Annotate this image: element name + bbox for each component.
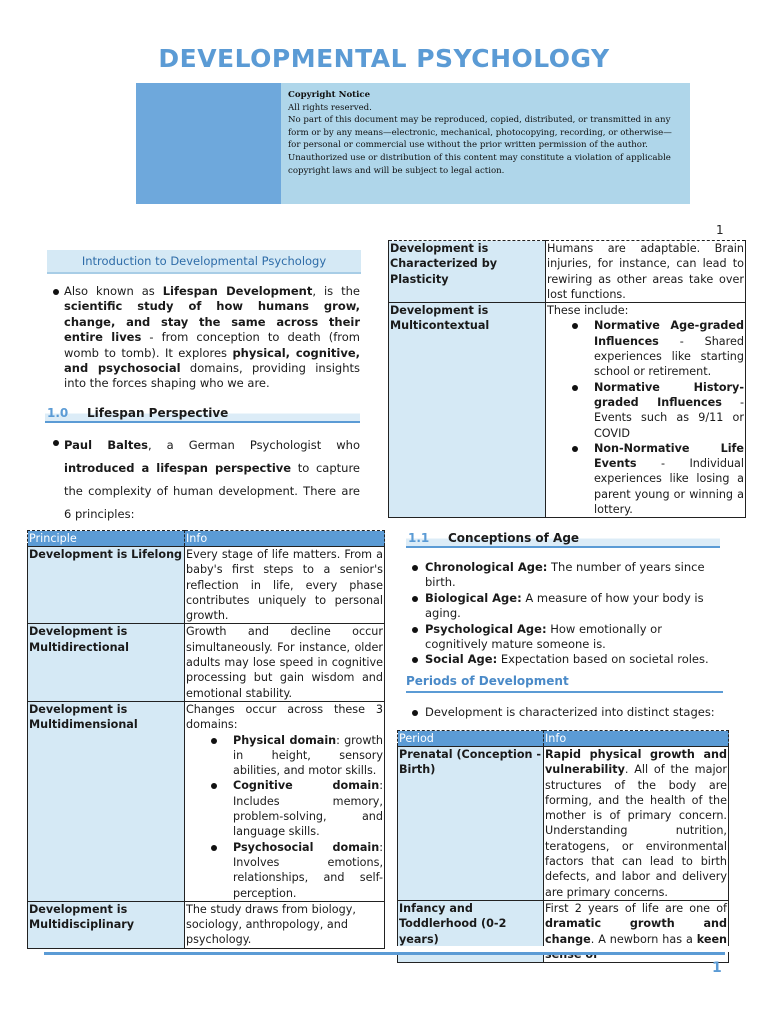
info-cell xyxy=(544,747,729,901)
lifespan-text: to capture the complexity of human development. There are 6 principles: xyxy=(64,461,360,521)
intro-heading: Introduction to Developmental Psychology xyxy=(47,250,361,274)
info-cell: Humans are adaptable. Brain injuries, for instance, can lead to rewiring as other areas take over lost functions. xyxy=(547,242,744,301)
copyright-accent-block xyxy=(136,83,281,204)
period-cell: Infancy and Toddlerhood (0-2 years) xyxy=(398,900,544,962)
info-cell: The study draws from biology, sociology, anthropology, and psychology. xyxy=(185,901,385,948)
principle-cell: Development is Lifelong xyxy=(28,547,185,624)
influence-term: Non-Normative Life Events xyxy=(594,441,744,471)
influence-list xyxy=(547,318,744,517)
domain-list xyxy=(186,733,383,901)
lifespan-term: introduced a lifespan perspective xyxy=(64,461,292,475)
age-desc: How emotionally or cognitively mature someone is. xyxy=(425,621,662,652)
column-header: Period xyxy=(398,731,544,747)
page-number-bottom: 1 xyxy=(712,960,722,976)
intro-definition: scientific study of how humans grow, change, and stay the same across their entire lives xyxy=(64,299,360,345)
period-cell: Prenatal (Conception - Birth) xyxy=(398,747,544,901)
influence-desc: - Events such as 9/11 or COVID xyxy=(594,395,745,440)
column-header: Principle xyxy=(28,531,185,547)
domain-desc: : Involves emotions, relationships, and self-perception. xyxy=(233,840,383,900)
table-header-row xyxy=(398,731,729,747)
column-header: Info xyxy=(544,731,729,747)
section-title: Conceptions of Age xyxy=(448,531,580,545)
info-cell: Growth and decline occur simultaneously. For instance, older adults may lose speed in cognitive processing but gain wisdom and emotional stability. xyxy=(186,625,383,700)
domain-desc: : Includes memory, problem-solving, and language skills. xyxy=(233,779,383,839)
intro-domains: physical, cognitive, and psychosocial xyxy=(64,345,360,376)
info-cell xyxy=(546,303,746,518)
list-item xyxy=(410,652,722,667)
bullet-icon xyxy=(53,289,59,295)
section-number: 1.0 xyxy=(47,406,69,420)
table-row xyxy=(28,701,385,901)
table-row xyxy=(389,241,746,303)
intro-text: , is the xyxy=(312,284,360,298)
intro-paragraph xyxy=(64,284,360,392)
lifespan-text: , a German Psychologist who xyxy=(148,438,360,452)
intro-term: Lifespan Development xyxy=(162,284,313,298)
column-header: Info xyxy=(185,531,385,547)
age-term: Biological Age: xyxy=(425,590,522,605)
section-number: 1.1 xyxy=(408,531,430,545)
page-number-top: 1 xyxy=(716,223,724,237)
influence-desc: - Shared experiences like starting school or retirement. xyxy=(594,334,744,379)
age-desc: The number of years since birth. xyxy=(425,560,705,590)
copyright-body: No part of this document may be reproduced, copied, distributed, or transmitted in any form or by any means—electronic, mechanical, photocopying, recording, or otherwise—for personal or commercial use without the prior written permission of the author. Unauthorized use or distribution of this content may constitute a violation of applicable copyright laws and will be subject to legal action. xyxy=(288,115,672,176)
table-row xyxy=(28,624,385,701)
principles-table xyxy=(27,530,385,949)
list-item xyxy=(410,591,722,622)
info-text: Changes occur across these 3 domains: xyxy=(186,702,383,732)
age-term: Social Age: xyxy=(425,652,498,667)
list-item xyxy=(594,441,744,517)
influence-term: Normative History-graded Influences xyxy=(594,380,744,409)
periods-table xyxy=(397,730,729,963)
baltes-name: Paul Baltes xyxy=(64,438,148,452)
list-item xyxy=(410,560,722,591)
periods-heading: Periods of Development xyxy=(406,674,723,693)
copyright-notice xyxy=(281,83,690,204)
info-cell xyxy=(185,701,385,901)
info-emphasis: keen xyxy=(696,932,727,946)
principle-cell: Development is Multidisciplinary xyxy=(28,901,185,948)
age-concepts-list xyxy=(410,560,722,668)
intro-text: domains, providing insights into the forces shaping who we are. xyxy=(64,361,360,391)
table-row xyxy=(398,747,729,901)
table-row xyxy=(28,547,385,624)
table-row xyxy=(389,303,746,518)
domain-term: Cognitive domain xyxy=(233,779,380,793)
lifespan-paragraph xyxy=(64,434,360,526)
info-text: . All of the major structures of the body are forming, and the health of the mother is of primary concern. Understanding nutrition, teratogens, or environmental factors that can lead to birth defects, and labor and delivery are primary concerns. xyxy=(545,763,727,899)
domain-desc: : growth in height, sensory abilities, and motor skills. xyxy=(233,733,383,778)
page-title: DEVELOPMENTAL PSYCHOLOGY xyxy=(158,44,610,73)
list-item xyxy=(233,733,383,779)
info-emphasis: dramatic growth and change xyxy=(545,917,727,946)
intro-text: - from conception to death (from womb to tomb). It explores xyxy=(64,330,360,360)
footer-rule xyxy=(44,952,725,955)
bullet-icon xyxy=(53,440,59,446)
copyright-rights: All rights reserved. xyxy=(288,102,372,113)
list-item xyxy=(233,778,383,839)
domain-term: Physical domain xyxy=(233,733,337,747)
section-heading-conceptions xyxy=(406,531,720,548)
list-item xyxy=(233,840,383,901)
section-title: Lifespan Perspective xyxy=(87,406,229,420)
info-text: These include: xyxy=(547,304,629,318)
copyright-heading: Copyright Notice xyxy=(288,90,371,100)
section-heading-lifespan xyxy=(45,406,360,423)
periods-intro xyxy=(410,705,722,720)
list-item xyxy=(410,622,722,653)
principle-cell: Development is Multidirectional xyxy=(28,624,185,701)
principle-cell: Development is Multicontextual xyxy=(389,303,546,518)
info-text: . A newborn has a xyxy=(590,932,697,946)
list-item: Development is characterized into distinct stages: xyxy=(410,705,722,720)
principle-cell: Development is Characterized by Plasticity xyxy=(389,241,546,303)
age-term: Psychological Age: xyxy=(425,621,547,636)
table-row xyxy=(28,901,385,948)
list-item xyxy=(594,380,744,441)
principles-table-continued xyxy=(388,240,746,518)
table-header-row xyxy=(28,531,385,547)
influence-desc: - Individual experiences like losing a parent young or winning a lottery. xyxy=(594,457,744,517)
principle-cell: Development is Multidimensional xyxy=(28,701,185,901)
age-term: Chronological Age: xyxy=(425,560,548,574)
influence-term: Normative Age-graded Influences xyxy=(594,319,744,348)
list-item xyxy=(594,318,744,379)
intro-text: Also known as xyxy=(64,284,163,298)
age-desc: A measure of how your body is aging. xyxy=(425,590,704,621)
info-emphasis: Rapid physical growth and vulnerability xyxy=(545,748,727,777)
info-text: First 2 years of life are one of xyxy=(545,901,727,915)
age-desc: Expectation based on societal roles. xyxy=(497,652,709,667)
domain-term: Psychosocial domain xyxy=(233,840,380,854)
info-cell: Every stage of life matters. From a baby's first steps to a senior's reflection in life, every phase contributes uniquely to personal growth. xyxy=(186,548,383,623)
